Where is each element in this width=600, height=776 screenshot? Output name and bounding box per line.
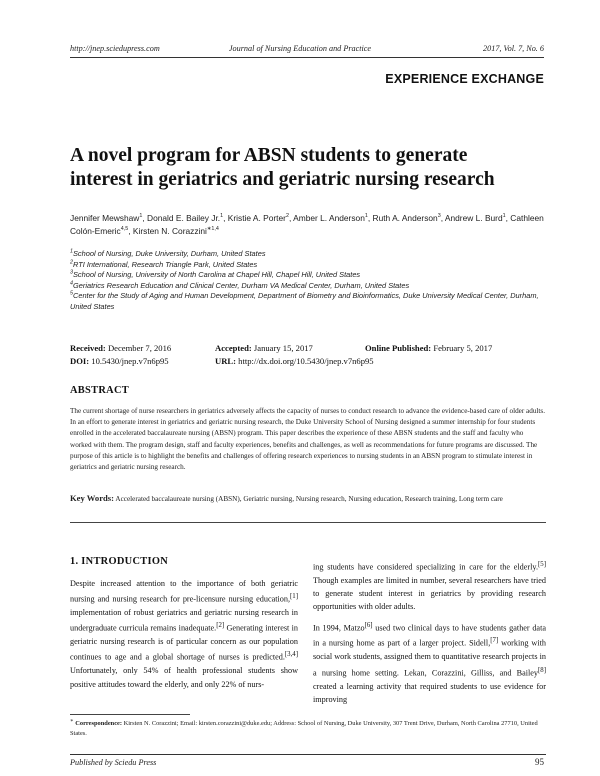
author-list: Jennifer Mewshaw$^1$, Donald E. Bailey Jr.$^1$, Kristie A. Porter$^2$, Amber L. Anderson$^1$, Ruth A. Anderson$^3$, Andrew L. Burd$^1$, Cathleen Colón-Emeric$^{4,5}$, Kirsten N. Corazzini$^{∗1,4}$: [70, 213, 544, 236]
citation[interactable]: [5]: [538, 561, 546, 568]
paper-title: [70, 144, 550, 192]
citation[interactable]: [7]: [490, 637, 499, 645]
keywords-text: Accelerated baccalaureate nursing (ABSN), Geriatric nursing, Nursing research, Nursing education, Research training, Long term care: [115, 495, 503, 503]
author: Cathleen Colón-Emeric$^{4,5}$: [70, 213, 544, 236]
title-line-2: interest in geriatrics and geriatric nursing research: [70, 169, 495, 190]
article-url[interactable]: URL: http://dx.doi.org/10.5430/jnep.v7n6p95: [215, 356, 374, 366]
body-column-left: Despite increased attention to the importance of both geriatric nursing and nursing research for pre-licensure nursing education,[1] implementation of robust geriatrics and geriatric nursing research in undergraduate curricula remains inadequate.[2] Generating interest in geriatric nursing research is of particular concern as our population continues to age and a global shortage of nurses is predicted.[3,4] Unfortunately, only 54% of health professional students show positive attitudes toward the elderly, and only 22% of nurs-: [70, 579, 298, 689]
footer-rule: [70, 754, 546, 755]
paragraph: ing students have considered specializing in care for the elderly.[5] Though examples are limited in number, several researchers have tried to generate student interest in geriatrics by providing research opportunities with older adults.: [313, 561, 546, 612]
online-date: Online Published: February 5, 2017: [365, 343, 493, 353]
paragraph: In 1994, Matzo[6] used two clinical days to have students gather data in a nursing home as part of a larger project. Sidell,[7] working with social work students, assigned them to quantitative research projects in a nursing home setting. Lekan, Corazzini, Gilliss, and Bailey[8] created a learning activity that required students to use evidence for improving: [313, 621, 546, 704]
author: Donald E. Bailey Jr.$^1$: [147, 213, 224, 223]
journal-name: Journal of Nursing Education and Practice: [228, 44, 372, 53]
introduction-heading: 1. INTRODUCTION: [70, 556, 169, 567]
doi: DOI: 10.5430/jnep.v7n6p95: [70, 356, 169, 366]
publication-dates: [70, 342, 546, 368]
publisher: Published by Sciedu Press: [70, 758, 157, 767]
abstract-text: The current shortage of nurse researchers in geriatrics adversely affects the capacity of nurses to conduct research to advance the evidence-based care of older adults. In an effort to generate interest in geriatrics and geriatric nursing research, the Duke University School of Nursing designed a summer internship for four students enrolled in the accelerated baccalaureate nursing (ABSN) program. This paper describes the experience of these ABSN students and the staff and faculty who worked with them. The program design, staff and faculty experiences, benefits and challenges, as well as recommendations for future programs are discussed. The purpose of this article is to highlight the benefits and challenges of offering research experiences to nursing students in an ABSN program to stimulate interest in geriatrics and geriatric nursing research.: [70, 407, 546, 472]
affiliation: $^2$RTI International, Research Triangle Park, United States: [70, 259, 258, 269]
accepted-date: Accepted: January 15, 2017: [215, 343, 313, 353]
citation[interactable]: [3,4]: [284, 651, 298, 659]
keywords-label: Key Words:: [70, 493, 115, 503]
author: Ruth A. Anderson$^3$: [372, 213, 441, 223]
received-date: Received: December 7, 2016: [70, 343, 172, 353]
author: Amber L. Anderson$^1$: [293, 213, 368, 223]
author: Jennifer Mewshaw$^1$: [70, 213, 143, 223]
affiliation: $^4$Geriatrics Research Education and Clinical Center, Durham VA Medical Center, Durham, United States: [70, 280, 410, 290]
affiliation: $^1$School of Nursing, Duke University, Durham, United States: [70, 248, 266, 258]
author: Kristie A. Porter$^2$: [227, 213, 289, 223]
section-divider: [70, 522, 546, 523]
citation[interactable]: [1]: [290, 593, 298, 601]
citation[interactable]: [8]: [538, 666, 546, 674]
citation[interactable]: [6]: [364, 621, 373, 629]
abstract-heading: ABSTRACT: [70, 385, 129, 396]
citation[interactable]: [2]: [216, 622, 225, 630]
footnote-rule: [70, 714, 190, 715]
volume-info: 2017, Vol. 7, No. 6: [483, 44, 544, 53]
keywords: [70, 493, 546, 505]
title-line-1: A novel program for ABSN students to generate: [70, 145, 468, 166]
section-tag: EXPERIENCE EXCHANGE: [385, 72, 544, 86]
affiliation: $^3$School of Nursing, University of North Carolina at Chapel Hill, Chapel Hill, United States: [70, 269, 361, 280]
correspondence-footnote: ∗ Correspondence: Kirsten N. Corazzini; Email: kirsten.corazzini@duke.edu; Address: School of Nursing, Duke University, 307 Trent Drive, Durham, North Carolina 27710, United States.: [70, 717, 538, 737]
header-rule: [70, 57, 544, 58]
author: Andrew L. Burd$^1$: [444, 213, 506, 223]
author: Kirsten N. Corazzini$^{∗1,4}$: [132, 226, 219, 236]
journal-url[interactable]: http://jnep.sciedupress.com: [70, 44, 160, 53]
affiliation-list: [70, 249, 546, 313]
affiliation: $^5$Center for the Study of Aging and Human Development, Department of Biometry and Bioinformatics, Duke University Medical Center, Durham, United States: [70, 290, 539, 311]
page-number: 95: [535, 757, 544, 767]
body-column-right: [313, 558, 546, 711]
